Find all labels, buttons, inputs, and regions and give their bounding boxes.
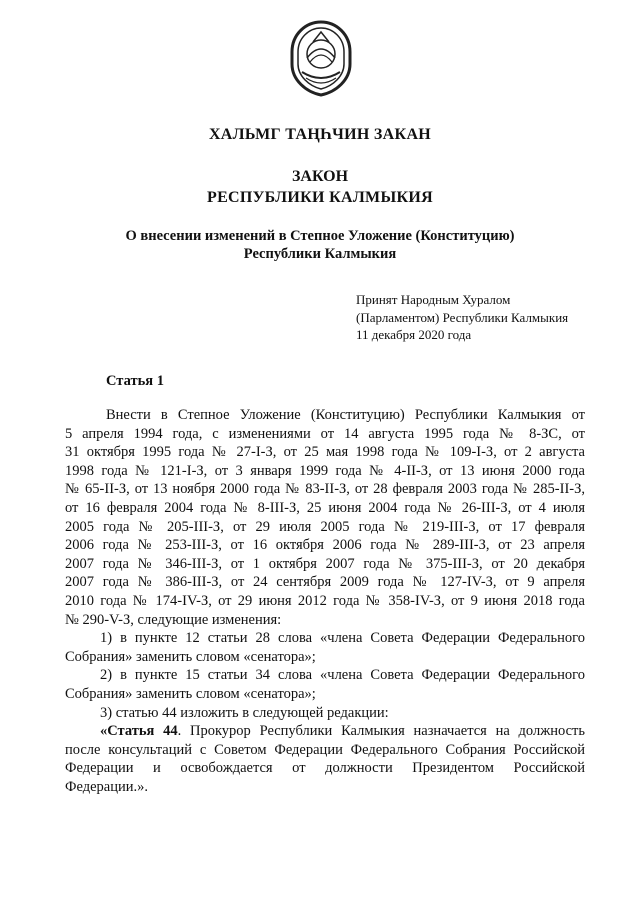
text-line: 5 апреля 1994 года, с изменениями от 14 августа 1995 года № 8-ЗС, от xyxy=(65,425,585,442)
text-line: 2007 года № 346-III-З, от 1 октября 2007 года № 375-III-З, от 20 декабря xyxy=(65,555,585,572)
quote-text: . Прокурор Республики Калмыкия назначается на должность xyxy=(177,723,586,740)
text-line: 31 октября 1995 года № 27-I-З, от 25 мая 1998 года № 109-I-З, от 2 августа xyxy=(65,444,585,461)
quote-line xyxy=(65,722,585,741)
text-line: № 290-V-З, следующие изменения: xyxy=(65,611,282,628)
text-line: 1998 года № 121-I-З, от 3 января 1999 года № 4-II-З, от 13 июня 2000 года xyxy=(65,462,585,479)
law-title: ЗАКОН xyxy=(291,168,349,185)
quote-line: Федерации и освобождается от должности Президентом Российской xyxy=(65,760,585,777)
law-subject-line-2: Республики Калмыкия xyxy=(243,246,397,262)
adoption-line: (Парламентом) Республики Калмыкия xyxy=(356,309,569,325)
emblem-icon xyxy=(286,18,356,98)
kalmyk-title: ХАЛЬМГ ТАҢҺЧИН ЗАКАН xyxy=(208,126,432,143)
text-line: 2010 года № 174-IV-З, от 29 июня 2012 года № 358-IV-З, от 9 июня 2018 года xyxy=(65,592,585,609)
list-item: 2) в пункте 15 статьи 34 слова «члена Совета Федерации Федерального xyxy=(100,667,585,684)
text-line: 2005 года № 205-III-З, от 29 июля 2005 года № 219-III-З, от 17 февраля xyxy=(65,518,585,535)
text-line: от 16 февраля 2004 года № 8-III-З, 25 июня 2004 года № 26-III-З, от 4 июля xyxy=(65,499,585,516)
text-line: 2007 года № 386-III-З, от 24 сентября 2009 года № 127-IV-З, от 9 апреля xyxy=(65,574,585,591)
text-line: 2006 года № 253-III-З, от 16 октября 2006 года № 289-III-З, от 23 апреля xyxy=(65,537,585,554)
list-item-cont: Собрания» заменить словом «сенатора»; xyxy=(65,685,316,702)
quote-line: Федерации.». xyxy=(65,778,148,795)
adoption-line: Принят Народным Хуралом xyxy=(356,292,511,307)
adoption-date: 11 декабря 2020 года xyxy=(356,327,472,342)
republic-title: РЕСПУБЛИКИ КАЛМЫКИЯ xyxy=(207,189,433,206)
list-item: 1) в пункте 12 статьи 28 слова «члена Совета Федерации Федерального xyxy=(100,630,585,647)
list-item-cont: Собрания» заменить словом «сенатора»; xyxy=(65,648,316,665)
quote-line: после консультаций с Советом Федерации Федерального Собрания Российской xyxy=(65,741,585,758)
article-heading: Статья 1 xyxy=(106,373,164,389)
law-subject-line-1: О внесении изменений в Степное Уложение (Конституцию) xyxy=(125,228,515,244)
article-body xyxy=(65,406,585,796)
text-line: Внести в Степное Уложение (Конституцию) Республики Калмыкия от xyxy=(106,407,585,423)
text-line: № 65-II-З, от 13 ноября 2000 года № 83-II-З, от 28 февраля 2003 года № 285-II-З, xyxy=(65,481,585,498)
list-item: 3) статью 44 изложить в следующей редакции: xyxy=(100,704,389,721)
adoption-note xyxy=(356,291,568,344)
quote-heading: «Статья 44 xyxy=(100,723,178,740)
